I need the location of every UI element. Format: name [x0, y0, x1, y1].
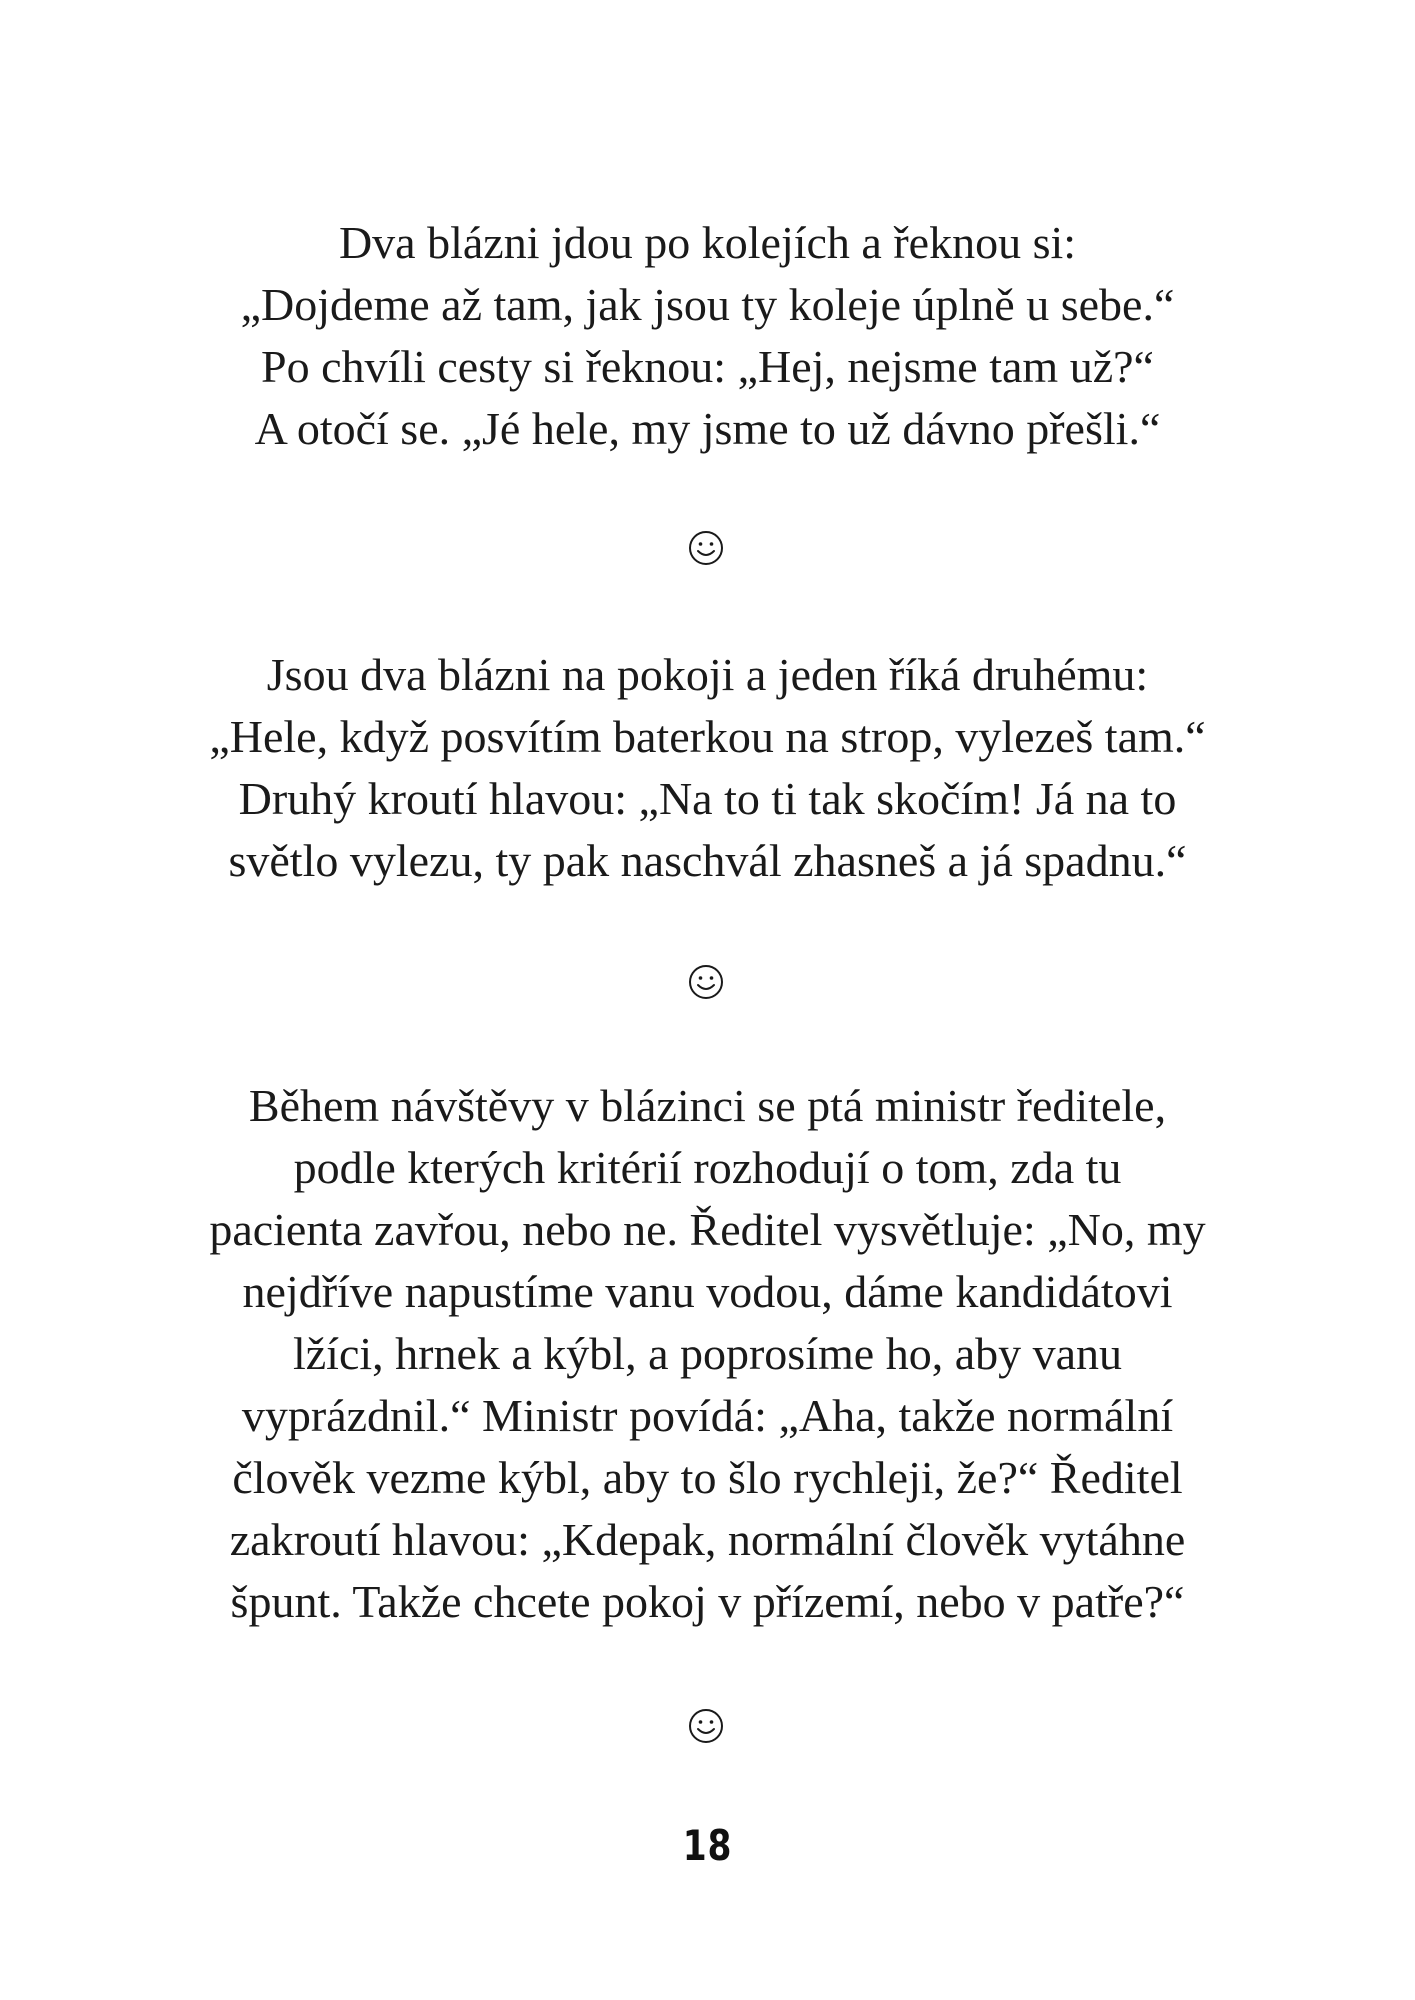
- smiley-icon: [686, 962, 726, 1002]
- joke-3-line-6: vyprázdnil.“ Ministr povídá: „Aha, takže normální: [241, 1390, 1174, 1441]
- joke-3-line-7: člověk vezme kýbl, aby to šlo rychleji, že?“ Ředitel: [232, 1452, 1183, 1503]
- page-number: 18: [682, 1821, 733, 1870]
- joke-2-line-1: Jsou dva blázni na pokoji a jeden říká druhému:: [266, 649, 1149, 700]
- joke-3-line-8: zakroutí hlavou: „Kdepak, normální člověk vytáhne: [229, 1514, 1186, 1565]
- joke-3-line-5: lžíci, hrnek a kýbl, a poprosíme ho, aby vanu: [292, 1328, 1123, 1379]
- joke-paragraph-2: [150, 644, 1265, 892]
- joke-2-line-2: „Hele, když posvítím baterkou na strop, vylezeš tam.“: [209, 711, 1206, 762]
- joke-2-line-3: Druhý kroutí hlavou: „Na to ti tak skočím! Já na to: [238, 773, 1177, 824]
- joke-paragraph-1: [150, 212, 1265, 460]
- smiley-icon: [686, 1706, 726, 1746]
- joke-2-line-4: světlo vylezu, ty pak naschvál zhasneš a já spadnu.“: [228, 835, 1187, 886]
- joke-1-line-3: Po chvíli cesty si řeknou: „Hej, nejsme tam už?“: [261, 341, 1154, 392]
- joke-3-line-2: podle kterých kritérií rozhodují o tom, zda tu: [293, 1142, 1122, 1193]
- smiley-icon: [686, 528, 726, 568]
- joke-3-line-1: Během návštěvy v blázinci se ptá ministr ředitele,: [248, 1080, 1167, 1131]
- joke-1-line-1: Dva blázni jdou po kolejích a řeknou si:: [338, 217, 1077, 268]
- joke-1-line-4: A otočí se. „Jé hele, my jsme to už dávno přešli.“: [254, 403, 1161, 454]
- joke-3-line-3: pacienta zavřou, nebo ne. Ředitel vysvětluje: „No, my: [209, 1204, 1206, 1255]
- joke-paragraph-3: [150, 1075, 1265, 1633]
- joke-1-line-2: „Dojdeme až tam, jak jsou ty koleje úplně u sebe.“: [240, 279, 1175, 330]
- joke-3-line-4: nejdříve napustíme vanu vodou, dáme kandidátovi: [242, 1266, 1173, 1317]
- joke-3-line-9: špunt. Takže chcete pokoj v přízemí, nebo v patře?“: [230, 1576, 1185, 1627]
